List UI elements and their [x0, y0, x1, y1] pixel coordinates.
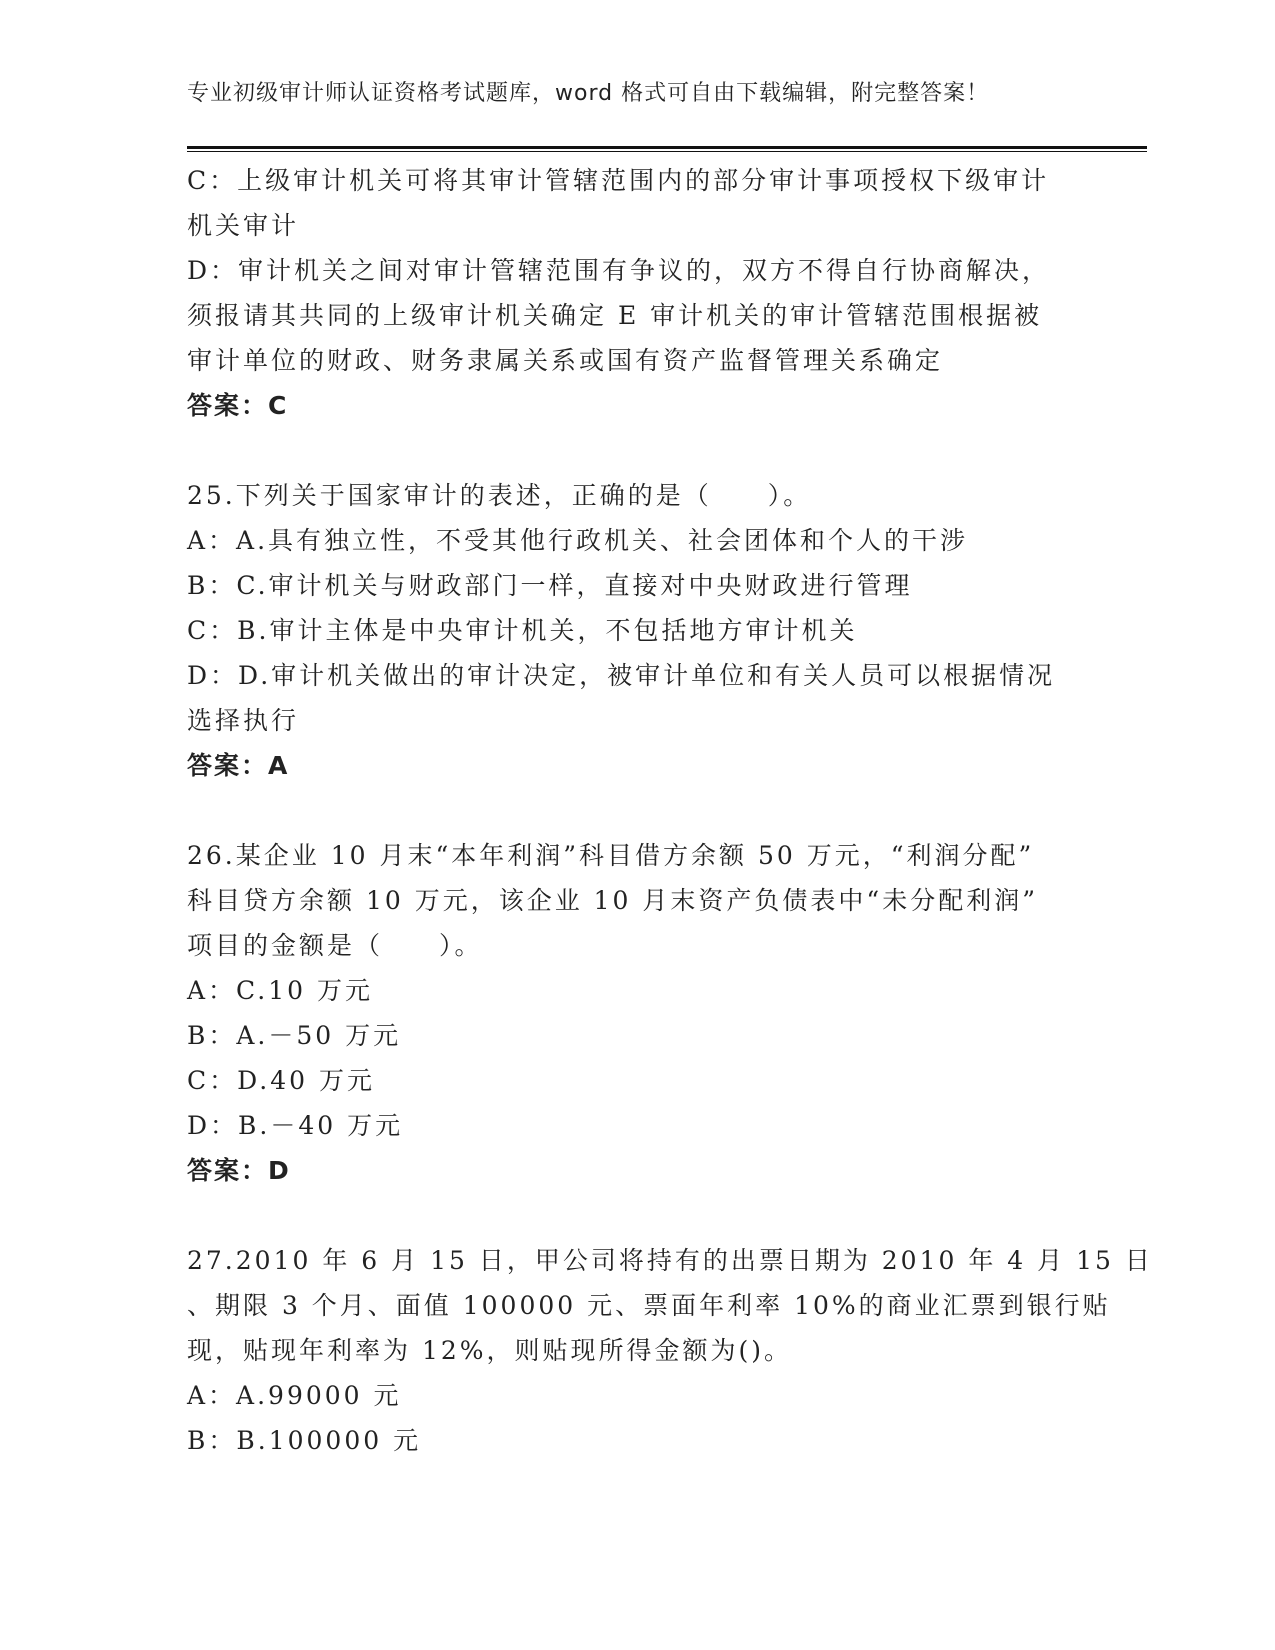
- option-d-line-1: D：审计机关之间对审计管辖范围有争议的，双方不得自行协商解决，: [187, 256, 1051, 285]
- option-d: D：B.－40 万元: [187, 1111, 404, 1140]
- spacer: [187, 788, 1087, 833]
- question-stem-line-2: 科目贷方余额 10 万元，该企业 10 月末资产负债表中“未分配利润”: [187, 886, 1038, 915]
- question-stem-line-3: 项目的金额是（ ）。: [187, 931, 483, 960]
- question-stem: 25.下列关于国家审计的表述，正确的是（ ）。: [187, 481, 812, 510]
- page-header: 专业初级审计师认证资格考试题库，word 格式可自由下载编辑，附完整答案！: [187, 81, 990, 106]
- option-b: B：B.100000 元: [187, 1426, 422, 1455]
- question-stem-line-1: 26.某企业 10 月末“本年利润”科目借方余额 50 万元，“利润分配”: [187, 841, 1035, 870]
- option-c: C：D.40 万元: [187, 1066, 375, 1095]
- answer: 答案：C: [187, 391, 289, 420]
- question-27: [187, 1238, 1153, 1463]
- option-d-line-2: 须报请其共同的上级审计机关确定 E 审计机关的审计管辖范围根据被: [187, 301, 1043, 330]
- spacer: [187, 1193, 1087, 1238]
- option-c-line-2: 机关审计: [187, 211, 300, 240]
- option-a: A：C.10 万元: [187, 976, 373, 1005]
- question-stem-line-2: 、期限 3 个月、面值 100000 元、票面年利率 10%的商业汇票到银行贴: [187, 1291, 1111, 1320]
- option-d-line-1: D：D.审计机关做出的审计决定，被审计单位和有关人员可以根据情况: [187, 661, 1056, 690]
- option-d-line-3: 审计单位的财政、财务隶属关系或国有资产监督管理关系确定: [187, 346, 944, 375]
- option-a: A：A.具有独立性，不受其他行政机关、社会团体和个人的干涉: [187, 526, 969, 555]
- spacer: [187, 428, 1087, 473]
- option-b: B：C.审计机关与财政部门一样，直接对中央财政进行管理: [187, 571, 913, 600]
- option-d-line-2: 选择执行: [187, 706, 300, 735]
- question-25: [187, 473, 1087, 788]
- option-b: B：A.－50 万元: [187, 1021, 402, 1050]
- answer: 答案：A: [187, 751, 290, 780]
- answer: 答案：D: [187, 1156, 291, 1185]
- question-stem-line-3: 现，贴现年利率为 12%，则贴现所得金额为()。: [187, 1336, 793, 1365]
- option-c-line-1: C：上级审计机关可将其审计管辖范围内的部分审计事项授权下级审计: [187, 166, 1050, 195]
- document-body: [187, 158, 1153, 1463]
- question-26: [187, 833, 1087, 1193]
- header-divider: [187, 146, 1147, 152]
- prev-question: [187, 158, 1087, 428]
- question-stem-line-1: 27.2010 年 6 月 15 日，甲公司将持有的出票日期为 2010 年 4 月 15 日: [187, 1246, 1153, 1275]
- option-a: A：A.99000 元: [187, 1381, 402, 1410]
- option-c: C：B.审计主体是中央审计机关，不包括地方审计机关: [187, 616, 858, 645]
